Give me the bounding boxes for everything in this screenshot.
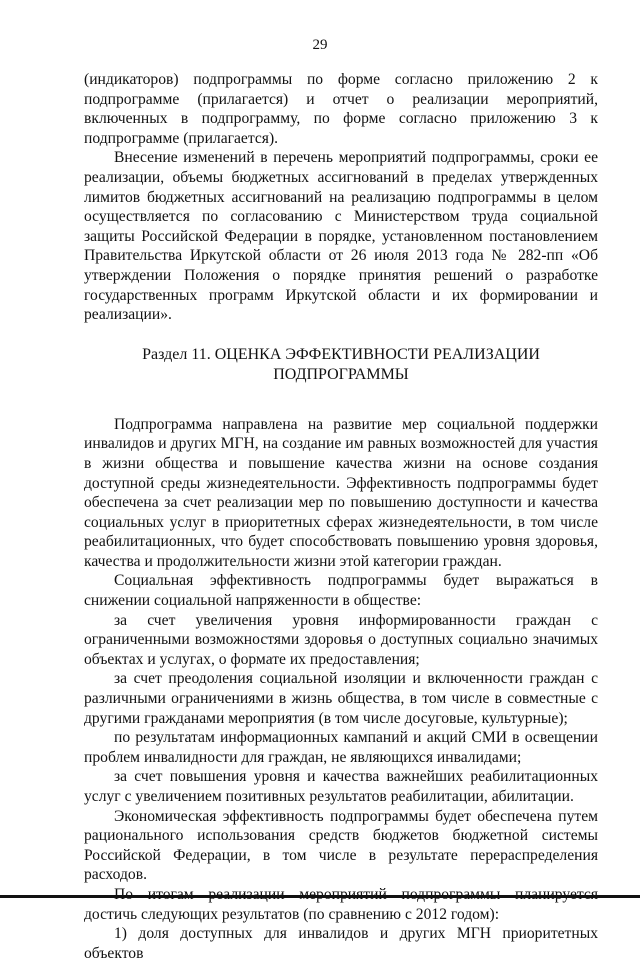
paragraph-economic-efficiency: Экономическая эффективность подпрограммы будет обеспечена путем рационального использования средств бюджетов бюджетной системы Российской Федерации, в том числе в результате перераспределения расходов.: [84, 807, 598, 884]
paragraph-changes-procedure: Внесение изменений в перечень мероприятий подпрограммы, сроки ее реализации, объемы бюджетных ассигнований в пределах утвержденных лимитов бюджетных ассигнований на реализацию подпрограммы в целом осуществляется по согласованию с Министерством труда социальной защиты Российской Федерации в порядке, установленном постановлением Правительства Иркутской области от 26 июля 2013 года № 282-пп «Об утверждении Положения о порядке принятия решений о разработке государственных программ Иркутской области и их формировании и реализации».: [84, 149, 598, 324]
paragraph-item-isolation: за счет преодоления социальной изоляции и включенности граждан с различными ограничениями в жизнь общества, в том числе в совместные с другими гражданами мероприятия (в том числе досуговые, культурные);: [84, 670, 598, 727]
paragraph-program-aim: Подпрограмма направлена на развитие мер социальной поддержки инвалидов и других МГН, на создание им равных возможностей для участия в жизни общества и повышение качества жизни на основе создания доступной среды жизнедеятельности. Эффективность подпрограммы будет обеспечена за счет реализации мер по повышению доступности и качества социальных услуг в приоритетных сферах жизнедеятельности, в том числе реабилитационных, что будет способствовать повышению уровня здоровья, качества и продолжительности жизни этой категории граждан.: [84, 415, 598, 570]
section-heading-line1: Раздел 11. ОЦЕНКА ЭФФЕКТИВНОСТИ РЕАЛИЗАЦИИ: [142, 345, 540, 363]
document-body: [84, 70, 598, 963]
paragraph-item-media: по результатам информационных кампаний и акций СМИ в освещении проблем инвалидности для граждан, не являющихся инвалидами;: [84, 729, 598, 766]
paragraph-expected-results: достичь следующих результатов (по сравнению с 2012 годом):: [84, 905, 500, 923]
paragraph-social-efficiency: Социальная эффективность подпрограммы будет выражаться в снижении социальной напряженности в обществе:: [84, 572, 598, 610]
page-number: 29: [312, 37, 328, 53]
paragraph-continuation: (индикаторов) подпрограммы по форме согласно приложению 2 к подпрограмме (прилагается) и отчет о реализации мероприятий, включенных в подпрограмму, по форме согласно приложению 3 к подпрограмме (прилагается).: [84, 71, 598, 147]
section-heading-line2: ПОДПРОГРАММЫ: [273, 365, 409, 383]
paragraph-result-1: 1) доля доступных для инвалидов и других МГН приоритетных объектов: [84, 925, 598, 962]
paragraph-item-information: за счет увеличения уровня информированности граждан с ограниченными возможностями здоровья о доступных социально значимых объектах и услугах, о формате их предоставления;: [84, 611, 598, 668]
section-heading: [84, 345, 598, 385]
paragraph-item-rehabilitation: за счет повышения уровня и качества важнейших реабилитационных услуг с увеличением позитивных результатов реабилитации, абилитации.: [84, 768, 598, 805]
page-bottom-border: [0, 895, 640, 898]
